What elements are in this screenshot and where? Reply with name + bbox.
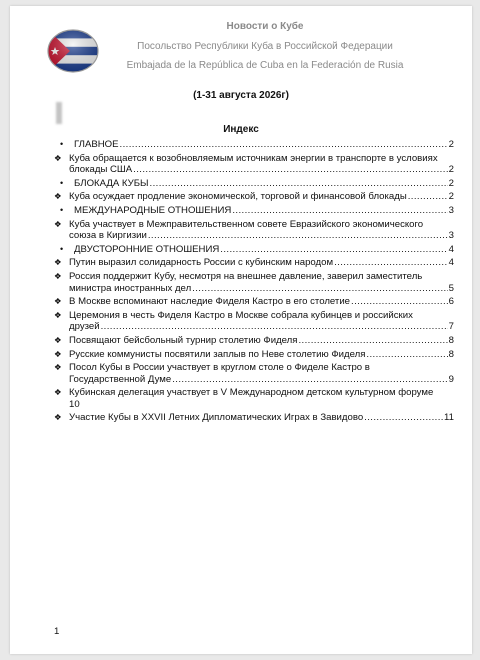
diamond-bullet-icon: ❖	[54, 218, 62, 229]
toc-entry-title: БЛОКАДА КУБЫ	[74, 177, 149, 189]
bullet-icon: •	[60, 204, 64, 215]
toc-article[interactable]	[54, 335, 454, 347]
toc-page-number: 11	[444, 412, 454, 424]
toc-entry-title: Куба осуждает продление экономической, торговой и финансовой блокады	[69, 191, 407, 203]
toc-article[interactable]	[54, 412, 454, 424]
toc-section[interactable]	[54, 139, 454, 151]
toc-article[interactable]	[54, 257, 454, 269]
embassy-name-ru: Посольство Республики Куба в Российской Федерации	[137, 41, 393, 52]
toc-article[interactable]	[54, 349, 454, 361]
toc-page-number: 8	[448, 348, 454, 360]
table-of-contents	[54, 139, 454, 426]
diamond-bullet-icon: ❖	[54, 257, 62, 268]
toc-page-number: 10	[69, 398, 80, 410]
diamond-bullet-icon: ❖	[54, 152, 62, 163]
bullet-icon: •	[60, 139, 64, 149]
diamond-bullet-icon: ❖	[54, 334, 62, 345]
toc-article[interactable]	[54, 310, 454, 333]
toc-entry-title: ДВУСТОРОННИЕ ОТНОШЕНИЯ	[74, 243, 220, 255]
toc-entry-title: Куба обращается к возобновляемым источникам энергии в транспорте в условиях	[69, 152, 438, 164]
diamond-bullet-icon: ❖	[54, 191, 62, 202]
toc-page-number: 2	[448, 164, 454, 176]
diamond-bullet-icon: ❖	[54, 348, 62, 359]
toc-entry-title-cont: блокады США	[69, 164, 133, 176]
toc-entry-title-cont: союза в Киргизии	[69, 230, 147, 242]
diamond-bullet-icon: ❖	[54, 296, 62, 307]
toc-entry-title: Кубинская делегация участвует в V Международном детском культурном форуме	[69, 387, 434, 399]
toc-entry-title: Посол Кубы в России участвует в круглом столе о Фиделе Кастро в	[69, 362, 370, 374]
toc-article[interactable]	[54, 362, 454, 385]
index-heading: Индекс	[223, 124, 259, 135]
toc-page-number: 2	[448, 177, 454, 189]
diamond-bullet-icon: ❖	[54, 309, 62, 320]
toc-page-number: 9	[448, 373, 454, 385]
toc-article[interactable]	[54, 296, 454, 308]
toc-page-number: 4	[448, 243, 454, 255]
redacted-mark	[56, 102, 62, 124]
toc-article[interactable]	[54, 219, 454, 242]
toc-page-number: 6	[448, 296, 454, 308]
embassy-name-es: Embajada de la República de Cuba en la Federación de Rusia	[126, 60, 404, 71]
toc-page-number: 3	[448, 204, 454, 216]
toc-page-number: 7	[448, 321, 454, 333]
toc-page-number: 2	[448, 191, 454, 203]
toc-page-number: 4	[448, 257, 454, 269]
toc-entry-title: Церемония в честь Фиделя Кастро в Москве собрала кубинцев и российских	[69, 309, 413, 321]
diamond-bullet-icon: ❖	[54, 412, 62, 423]
toc-article[interactable]	[54, 271, 454, 294]
toc-page-number: 8	[448, 334, 454, 346]
cuba-flag-logo	[46, 28, 100, 74]
diamond-bullet-icon: ❖	[54, 270, 62, 281]
document-page	[10, 6, 472, 654]
toc-article[interactable]	[54, 191, 454, 203]
toc-entry-title: МЕЖДУНАРОДНЫЕ ОТНОШЕНИЯ	[74, 204, 232, 216]
toc-article[interactable]	[54, 387, 454, 410]
toc-page-number: 2	[448, 139, 454, 150]
toc-entry-title: ГЛАВНОЕ	[74, 139, 119, 150]
toc-entry-title-cont: Государственной Думе	[69, 373, 172, 385]
bullet-icon: •	[60, 177, 64, 188]
toc-section[interactable]	[54, 178, 454, 190]
toc-entry-title-cont: друзей	[69, 321, 100, 333]
toc-entry-title: Русские коммунисты посвятили заплыв по Неве столетию Фиделя	[69, 348, 366, 360]
date-range: (1-31 августа 2026г)	[193, 90, 289, 101]
diamond-bullet-icon: ❖	[54, 387, 62, 398]
toc-entry-title: Путин выразил солидарность России с кубинским народом	[69, 257, 334, 269]
newsletter-title: Новости о Кубе	[226, 21, 304, 32]
diamond-bullet-icon: ❖	[54, 362, 62, 373]
toc-entry-title-cont: министра иностранных дел	[69, 282, 192, 294]
toc-page-number: 3	[448, 230, 454, 242]
toc-entry-title: Посвящают бейсбольный турнир столетию Фиделя	[69, 334, 298, 346]
toc-page-number: 5	[448, 282, 454, 294]
toc-article[interactable]	[54, 153, 454, 176]
toc-entry-title: В Москве вспоминают наследие Фиделя Кастро в его столетие	[69, 296, 351, 308]
bullet-icon: •	[60, 243, 64, 254]
page-number: 1	[54, 626, 60, 637]
toc-entry-title: Россия поддержит Кубу, несмотря на внешнее давление, заверил заместитель	[69, 270, 423, 282]
toc-entry-title: Куба участвует в Межправительственном совете Евразийского экономического	[69, 218, 424, 230]
toc-section[interactable]	[54, 205, 454, 217]
toc-entry-title: Участие Кубы в XXVII Летних Дипломатических Играх в Завидово	[69, 412, 364, 424]
toc-section[interactable]	[54, 244, 454, 256]
